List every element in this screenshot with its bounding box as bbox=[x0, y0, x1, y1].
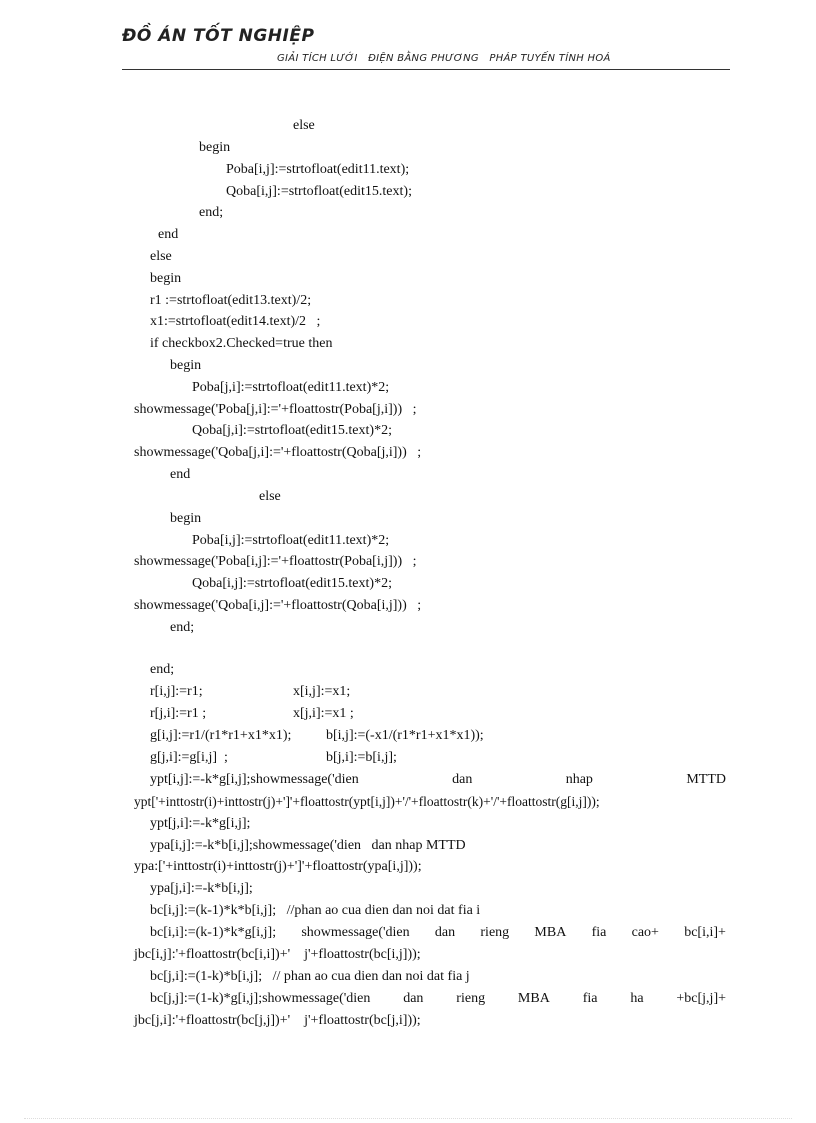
code-line: end; bbox=[150, 662, 175, 677]
code-word: dan bbox=[434, 925, 456, 940]
code-word: bc[i,i]+ bbox=[684, 925, 726, 940]
code-word: rieng bbox=[456, 991, 486, 1006]
code-word: bc[j,j]:=(1-k)*g[i,j];showmessage('dien bbox=[150, 991, 371, 1006]
page-bottom-border bbox=[24, 1118, 792, 1119]
code-line: end bbox=[158, 227, 179, 242]
code-line: bc[j,i]:=(1-k)*b[i,j]; // phan ao cua dien dan noi dat fia j bbox=[150, 969, 470, 984]
code-word: ha bbox=[630, 991, 644, 1006]
code-word: MBA bbox=[517, 991, 550, 1006]
code-line-justified bbox=[150, 991, 726, 1007]
code-line: Qoba[j,i]:=strtofloat(edit15.text)*2; bbox=[192, 423, 392, 438]
code-line: x1:=strtofloat(edit14.text)/2 ; bbox=[150, 314, 321, 329]
code-word: fia bbox=[591, 925, 607, 940]
code-word: +bc[j,j]+ bbox=[676, 991, 726, 1006]
code-line: showmessage('Qoba[i,j]:='+floattostr(Qoba[i,j])) ; bbox=[134, 598, 422, 613]
code-line: Poba[i,j]:=strtofloat(edit11.text)*2; bbox=[192, 533, 390, 548]
code-line: x[i,j]:=x1; bbox=[293, 684, 351, 699]
code-line: g[j,i]:=g[i,j] ; bbox=[150, 750, 228, 765]
code-line: b[j,i]:=b[i,j]; bbox=[326, 750, 397, 765]
code-line: x[j,i]:=x1 ; bbox=[293, 706, 354, 721]
code-line: ypt['+inttostr(i)+inttostr(j)+']'+floattostr(ypt[i,j])+'/'+floattostr(k)+'/'+floattostr(g[i,j])); bbox=[134, 794, 600, 809]
code-line: ypt[j,i]:=-k*g[i,j]; bbox=[150, 816, 251, 831]
code-line: begin bbox=[150, 271, 182, 286]
code-line: ypa:['+inttostr(i)+inttostr(j)+']'+floattostr(ypa[i,j])); bbox=[134, 859, 422, 874]
code-line: begin bbox=[170, 358, 202, 373]
code-word: nhap bbox=[565, 772, 593, 787]
code-line: ypa[i,j]:=-k*b[i,j];showmessage('dien dan nhap MTTD bbox=[150, 838, 466, 853]
code-line: begin bbox=[170, 511, 202, 526]
code-line-justified bbox=[150, 925, 726, 941]
code-line: end; bbox=[170, 620, 195, 635]
code-line: r1 :=strtofloat(edit13.text)/2; bbox=[150, 293, 312, 308]
header-title: ĐỒ ÁN TỐT NGHIỆP bbox=[122, 26, 315, 46]
code-line: if checkbox2.Checked=true then bbox=[150, 336, 333, 351]
header-subtitle: GIẢI TÍCH LƯỚI ĐIỆN BẰNG PHƯƠNG PHÁP TUYẾN TÍNH HOÁ bbox=[277, 53, 611, 64]
code-word: fia bbox=[582, 991, 598, 1006]
code-line: g[i,j]:=r1/(r1*r1+x1*x1); bbox=[150, 728, 292, 743]
code-line: else bbox=[293, 118, 315, 133]
code-line: r[i,j]:=r1; bbox=[150, 684, 203, 699]
code-line: jbc[j,i]:'+floattostr(bc[j,j])+' j'+floattostr(bc[j,i])); bbox=[134, 1013, 421, 1028]
code-line: r[j,i]:=r1 ; bbox=[150, 706, 207, 721]
code-line: Qoba[i,j]:=strtofloat(edit15.text); bbox=[226, 184, 412, 199]
code-line: Poba[j,i]:=strtofloat(edit11.text)*2; bbox=[192, 380, 390, 395]
code-line: showmessage('Poba[i,j]:='+floattostr(Poba[i,j])) ; bbox=[134, 554, 417, 569]
code-line: end bbox=[170, 467, 191, 482]
code-line: else bbox=[150, 249, 172, 264]
code-line: showmessage('Qoba[j,i]:='+floattostr(Qoba[j,i])) ; bbox=[134, 445, 422, 460]
code-line: Qoba[i,j]:=strtofloat(edit15.text)*2; bbox=[192, 576, 392, 591]
code-word: dan bbox=[403, 991, 424, 1006]
header-rule bbox=[122, 69, 730, 70]
code-line: end; bbox=[199, 205, 224, 220]
code-word: cao+ bbox=[631, 925, 659, 940]
code-line: Poba[i,j]:=strtofloat(edit11.text); bbox=[226, 162, 410, 177]
code-word: dan bbox=[452, 772, 473, 787]
code-line: begin bbox=[199, 140, 231, 155]
code-line: bc[i,j]:=(k-1)*k*b[i,j]; //phan ao cua dien dan noi dat fia i bbox=[150, 903, 481, 918]
code-line: showmessage('Poba[j,i]:='+floattostr(Poba[j,i])) ; bbox=[134, 402, 417, 417]
code-word: MBA bbox=[534, 925, 567, 940]
code-line: jbc[i,j]:'+floattostr(bc[i,i])+' j'+floattostr(bc[i,j])); bbox=[134, 947, 421, 962]
code-word: MTTD bbox=[686, 772, 726, 787]
code-line: else bbox=[259, 489, 281, 504]
code-word: bc[i,i]:=(k-1)*k*g[i,j]; bbox=[150, 925, 277, 940]
code-line: ypa[j,i]:=-k*b[i,j]; bbox=[150, 881, 253, 896]
code-word: showmessage('dien bbox=[301, 925, 410, 940]
code-line: b[i,j]:=(-x1/(r1*r1+x1*x1)); bbox=[326, 728, 484, 743]
code-word: ypt[i,j]:=-k*g[i,j];showmessage('dien bbox=[150, 772, 359, 787]
code-line-justified bbox=[150, 772, 726, 788]
code-word: rieng bbox=[480, 925, 510, 940]
